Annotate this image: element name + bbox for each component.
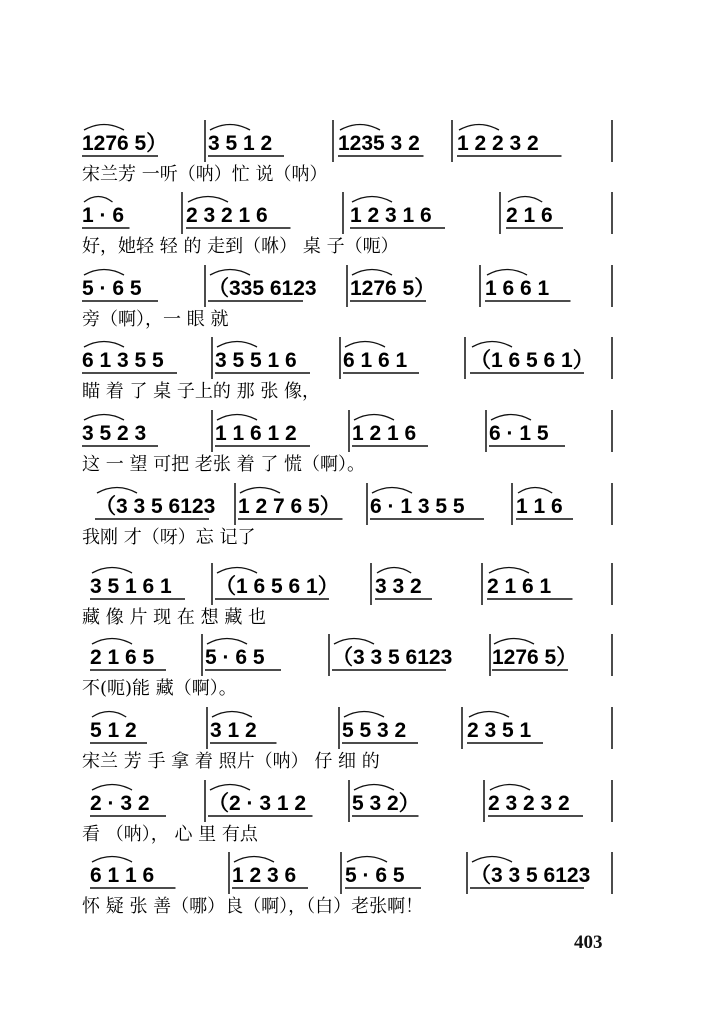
lyrics-line: 看 （呐）， 心 里 有点: [82, 824, 258, 845]
lyrics-line: 我刚 才（呀）忘 记了: [82, 527, 256, 548]
slur-arc: [489, 568, 529, 574]
slur-arc: [84, 270, 124, 276]
measure-notation: 5 · 6 5: [205, 646, 265, 669]
lyrics-line: 这 一 望 可把 老张 着 了 慌（啊）。: [82, 454, 366, 475]
slur-arc: [354, 785, 394, 791]
slur-arc: [334, 639, 374, 645]
slur-arc: [84, 415, 124, 421]
measure-notation: 1276 5）: [350, 277, 436, 300]
lyrics-line: 宋兰芳 一听（呐）忙 说（呐）: [82, 164, 328, 185]
notation-system: [82, 852, 612, 917]
measure-notation: 1 2 1 6: [352, 422, 417, 445]
measure-notation: 1 · 6: [82, 204, 125, 227]
measure-notation: 1 1 6 1 2: [215, 422, 297, 445]
notation-system: [82, 563, 612, 628]
measure-notation: 3 5 5 1 6: [215, 349, 297, 372]
slur-arc: [210, 125, 250, 131]
notation-system: [82, 265, 612, 330]
slur-arc: [84, 125, 124, 131]
slur-arc: [217, 342, 257, 348]
measure-notation: 6 · 1 3 5 5: [370, 495, 465, 518]
measure-notation: 3 3 2: [375, 575, 422, 598]
measure-notation: 2 3 2 3 2: [488, 792, 570, 815]
measure-notation: （335 6123: [208, 277, 317, 300]
slur-arc: [210, 785, 250, 791]
notation-system: [82, 780, 612, 845]
notation-system: [82, 337, 612, 402]
notation-system: [82, 410, 612, 475]
measure-notation: 1 2 7 6 5）: [238, 495, 341, 518]
measure-notation: （2 · 3 1 2: [208, 792, 307, 815]
measure-notation: 5 5 3 2: [342, 719, 407, 742]
notation-system: [82, 192, 612, 257]
lyrics-line: 不(呃)能 藏（啊）。: [82, 678, 237, 699]
slur-arc: [344, 712, 384, 718]
slur-arc: [347, 857, 387, 863]
measure-notation: 1276 5）: [82, 132, 168, 155]
slur-arc: [217, 415, 257, 421]
measure-notation: 3 5 1 2: [208, 132, 273, 155]
slur-arc: [345, 342, 385, 348]
slur-arc: [472, 342, 512, 348]
slur-arc: [459, 125, 499, 131]
measure-notation: 2 1 6 5: [90, 646, 155, 669]
measure-notation: 6 1 6 1: [343, 349, 408, 372]
slur-arc: [352, 270, 392, 276]
page-number: 403: [574, 932, 603, 953]
slur-arc: [377, 568, 411, 574]
slur-arc: [92, 568, 132, 574]
slur-arc: [354, 415, 394, 421]
slur-arc: [494, 639, 534, 645]
measure-notation: 6 · 1 5: [489, 422, 549, 445]
slur-arc: [518, 488, 552, 494]
slur-arc: [240, 488, 280, 494]
slur-arc: [217, 568, 257, 574]
measure-notation: 3 5 2 3: [82, 422, 147, 445]
measure-notation: 6 1 3 5 5: [82, 349, 164, 372]
measure-notation: 5 · 6 5: [82, 277, 142, 300]
slur-arc: [212, 712, 252, 718]
slur-arc: [340, 125, 380, 131]
slur-arc: [234, 857, 274, 863]
slur-arc: [490, 785, 530, 791]
measure-notation: 5 3 2）: [352, 792, 420, 815]
slur-arc: [352, 197, 392, 203]
slur-arc: [92, 857, 132, 863]
measure-notation: 2 1 6 1: [487, 575, 552, 598]
measure-notation: 5 1 2: [90, 719, 137, 742]
measure-notation: （3 3 5 6123: [332, 646, 453, 669]
measure-notation: 3 1 2: [210, 719, 257, 742]
measure-notation: 2 · 3 2: [90, 792, 150, 815]
measure-notation: 6 1 1 6: [90, 864, 155, 887]
measure-notation: 5 · 6 5: [345, 864, 405, 887]
measure-notation: 1 6 6 1: [485, 277, 550, 300]
notation-system: [82, 483, 612, 548]
measure-notation: 2 3 2 1 6: [186, 204, 268, 227]
slur-arc: [372, 488, 412, 494]
measure-notation: 1 2 2 3 2: [457, 132, 539, 155]
slur-arc: [84, 342, 124, 348]
measure-notation: 1235 3 2: [338, 132, 420, 155]
slur-arc: [84, 197, 113, 203]
slur-arc: [188, 197, 228, 203]
measure-notation: 1276 5）: [492, 646, 578, 669]
measure-notation: （3 3 5 6123: [470, 864, 591, 887]
notation-system: [82, 634, 612, 699]
slur-arc: [92, 712, 126, 718]
slur-arc: [469, 712, 509, 718]
lyrics-line: 怀 疑 张 善（哪）良（啊），（白）老张啊！: [82, 896, 424, 917]
lyrics-line: 瞄 着 了 桌 子上的 那 张 像，: [82, 381, 321, 402]
slur-arc: [207, 639, 247, 645]
measure-notation: （1 6 5 6 1）: [470, 349, 594, 372]
slur-arc: [92, 639, 132, 645]
slur-arc: [472, 857, 512, 863]
slur-arc: [92, 785, 132, 791]
measure-notation: 2 1 6: [506, 204, 553, 227]
lyrics-line: 好，她轻 轻 的 走到（咻） 桌 子（呃）: [82, 236, 399, 257]
measure-notation: （3 3 5 6123: [95, 495, 216, 518]
measure-notation: 1 2 3 6: [232, 864, 297, 887]
slur-arc: [508, 197, 542, 203]
notation-system: [82, 120, 612, 185]
measure-notation: 2 3 5 1: [467, 719, 532, 742]
slur-arc: [210, 270, 250, 276]
lyrics-line: 旁（啊），一 眼 就: [82, 309, 229, 330]
slur-arc: [487, 270, 527, 276]
measure-notation: （1 6 5 6 1）: [215, 575, 339, 598]
lyrics-line: 宋兰 芳 手 拿 着 照片（呐） 仔 细 的: [82, 751, 380, 772]
measure-notation: 1 1 6: [516, 495, 563, 518]
measure-notation: 3 5 1 6 1: [90, 575, 172, 598]
slur-arc: [97, 488, 137, 494]
slur-arc: [491, 415, 531, 421]
measure-notation: 1 2 3 1 6: [350, 204, 432, 227]
lyrics-line: 藏 像 片 现 在 想 藏 也: [82, 607, 267, 628]
notation-system: [82, 707, 612, 772]
